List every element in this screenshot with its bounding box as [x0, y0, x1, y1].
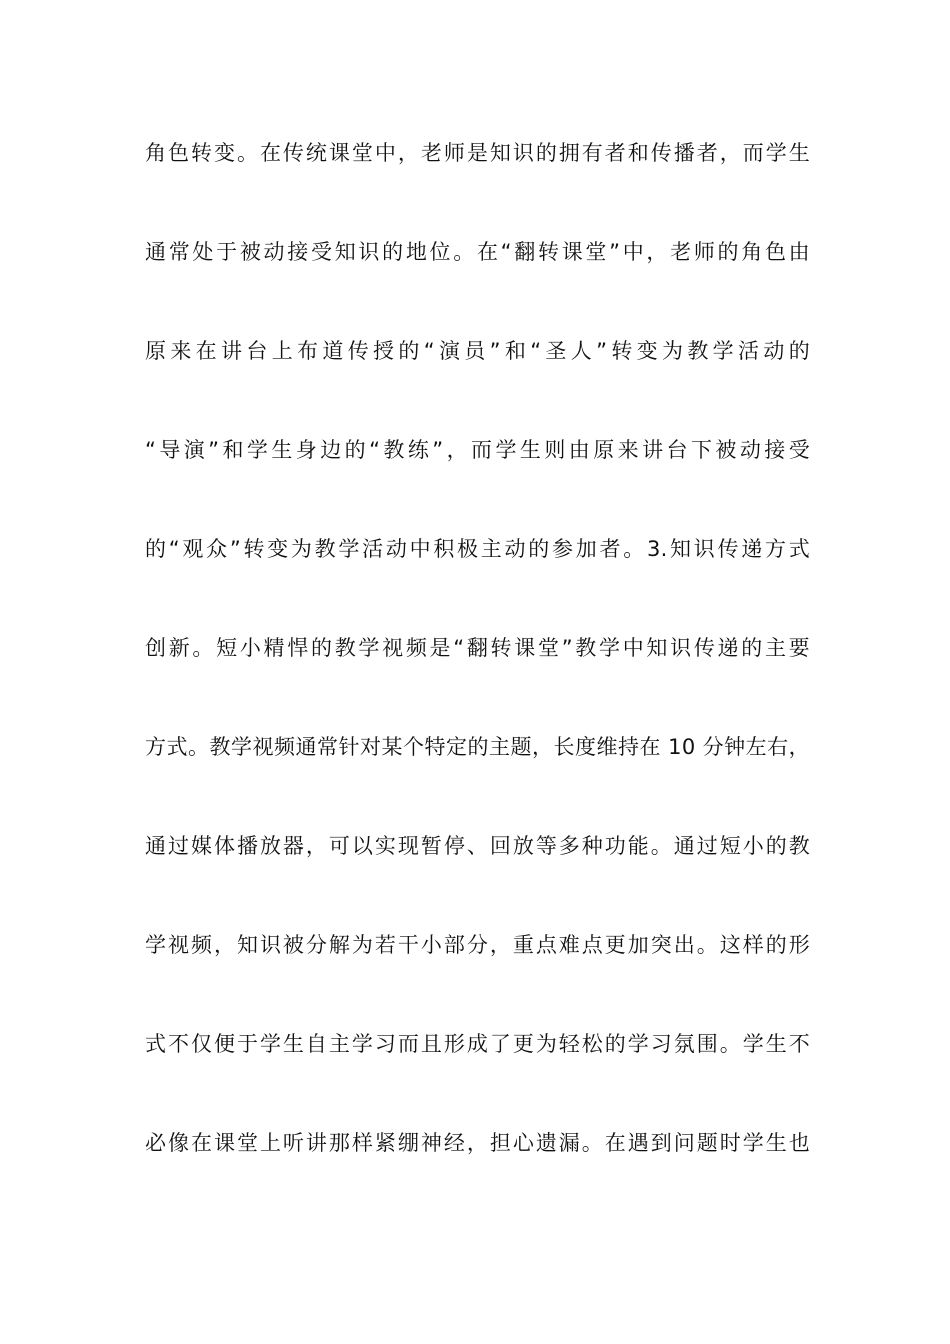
text-line: 创新。短小精悍的教学视频是“翻转课堂”教学中知识传递的主要	[145, 636, 810, 660]
text-line: 式不仅便于学生自主学习而且形成了更为轻松的学习氛围。学生不	[145, 1032, 810, 1056]
text-line: 通过媒体播放器，可以实现暂停、回放等多种功能。通过短小的教	[145, 834, 810, 858]
text-line: 原来在讲台上布道传授的“演员”和“圣人”转变为教学活动的	[145, 339, 810, 363]
text-line: 必像在课堂上听讲那样紧绷神经，担心遗漏。在遇到问题时学生也	[145, 1131, 810, 1155]
text-line: 角色转变。在传统课堂中，老师是知识的拥有者和传播者，而学生	[145, 141, 810, 165]
text-line: 的“观众”转变为教学活动中积极主动的参加者。3.知识传递方式	[145, 537, 810, 561]
text-line: “导演”和学生身边的“教练”，而学生则由原来讲台下被动接受	[145, 438, 810, 462]
body-text	[145, 127, 810, 1216]
text-line: 通常处于被动接受知识的地位。在“翻转课堂”中，老师的角色由	[145, 240, 810, 264]
text-line: 方式。教学视频通常针对某个特定的主题，长度维持在 10 分钟左右，	[145, 735, 810, 759]
text-line: 学视频，知识被分解为若干小部分，重点难点更加突出。这样的形	[145, 933, 810, 957]
